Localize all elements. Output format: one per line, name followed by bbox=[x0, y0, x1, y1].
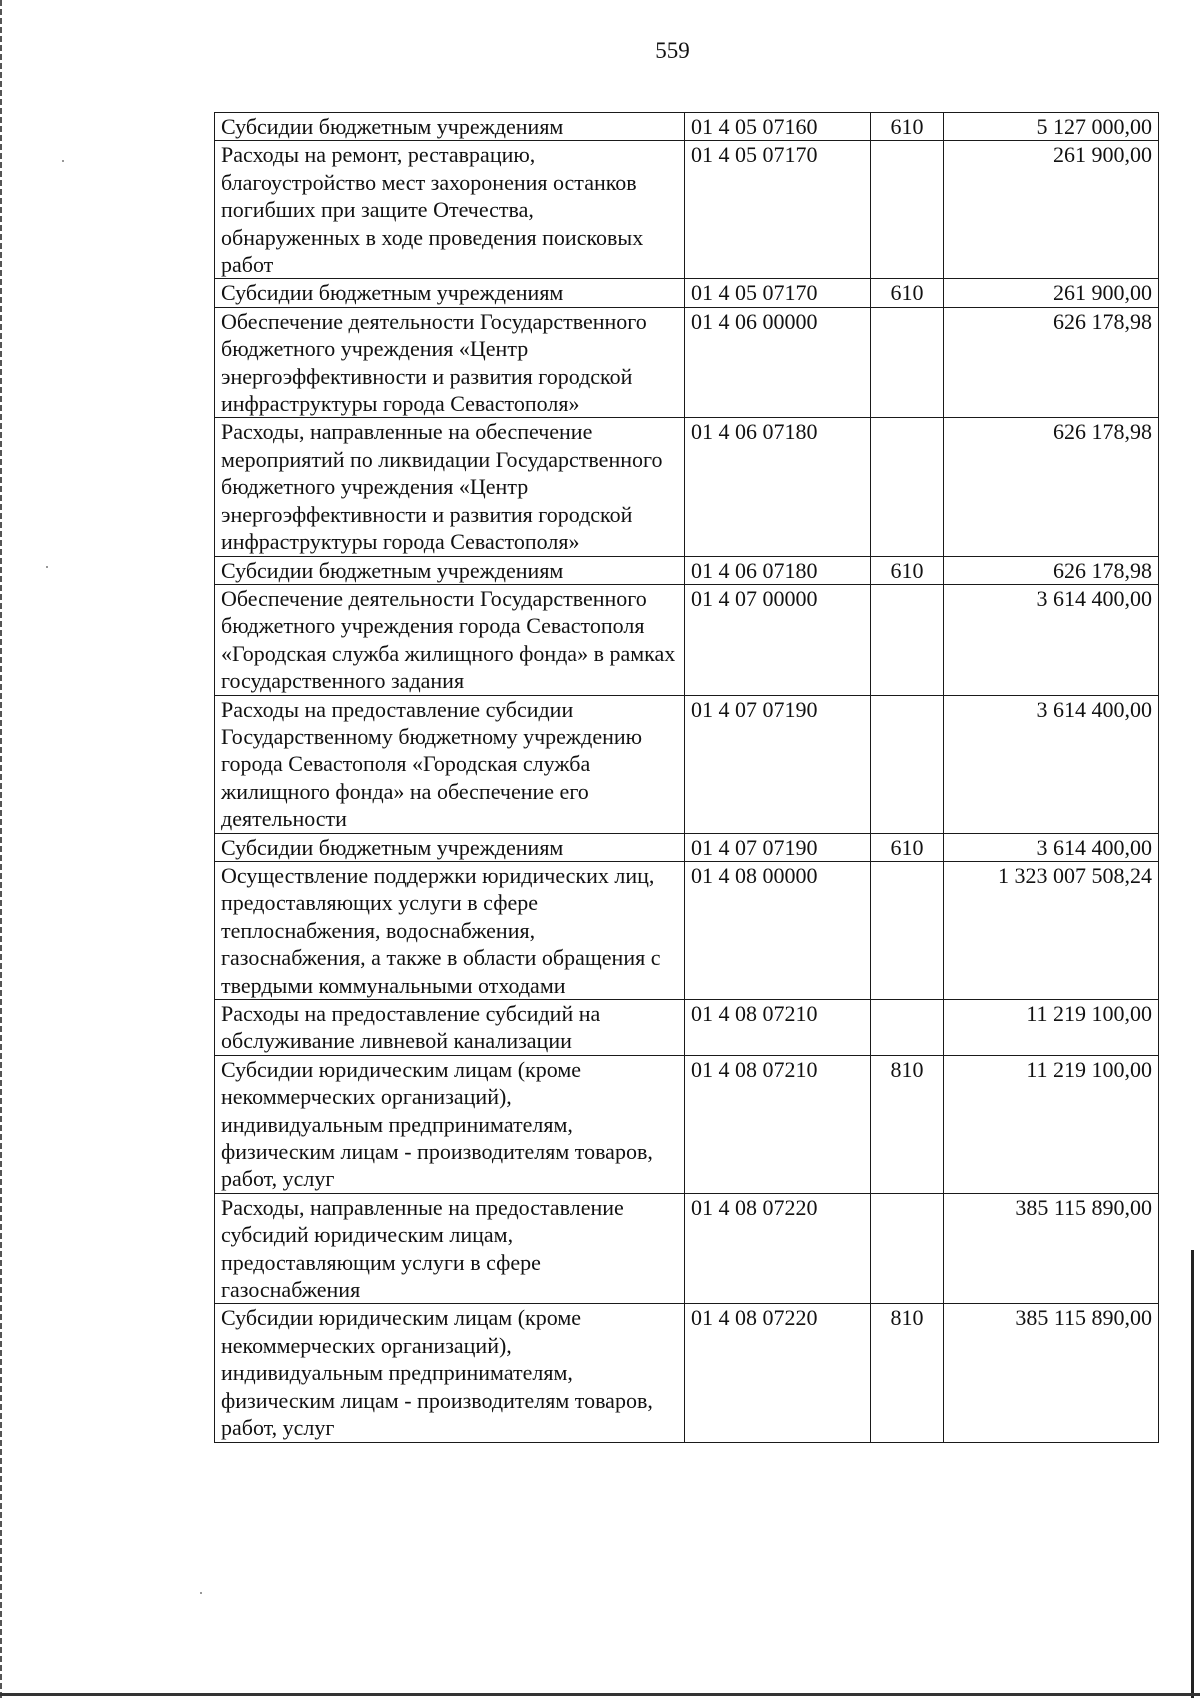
expense-type-code: 610 bbox=[871, 556, 944, 584]
scan-left-edge bbox=[0, 0, 2, 1698]
scan-bottom-edge bbox=[0, 1693, 1200, 1696]
expense-name: Субсидии бюджетным учреждениям bbox=[215, 556, 685, 584]
amount: 385 115 890,00 bbox=[944, 1304, 1159, 1442]
amount: 3 614 400,00 bbox=[944, 695, 1159, 833]
expense-name: Расходы, направленные на обеспечение мероприятий по ликвидации Государственного бюджетного учреждения «Центр энергоэффективности и развития городской инфраструктуры города Севастополя» bbox=[215, 418, 685, 556]
table-row bbox=[215, 584, 1159, 695]
amount: 626 178,98 bbox=[944, 418, 1159, 556]
expense-type-code: 810 bbox=[871, 1055, 944, 1193]
expense-type-code: 810 bbox=[871, 1304, 944, 1442]
target-code: 01 4 07 07190 bbox=[685, 833, 871, 861]
expense-type-code: 610 bbox=[871, 833, 944, 861]
expense-name: Осуществление поддержки юридических лиц, предоставляющих услуги в сфере теплоснабжения, водоснабжения, газоснабжения, а также в области обращения с твердыми коммунальными отходами bbox=[215, 861, 685, 999]
table-row bbox=[215, 1055, 1159, 1193]
expense-name: Субсидии бюджетным учреждениям bbox=[215, 833, 685, 861]
target-code: 01 4 06 07180 bbox=[685, 418, 871, 556]
amount: 1 323 007 508,24 bbox=[944, 861, 1159, 999]
expense-name: Расходы на предоставление субсидии Государственному бюджетному учреждению города Севастополя «Городская служба жилищного фонда» на обеспечение его деятельности bbox=[215, 695, 685, 833]
expense-name: Субсидии юридическим лицам (кроме некоммерческих организаций), индивидуальным предпринимателям, физическим лицам - производителям товаров, работ, услуг bbox=[215, 1304, 685, 1442]
target-code: 01 4 05 07170 bbox=[685, 141, 871, 279]
expense-type-code: 610 bbox=[871, 113, 944, 141]
expense-name: Субсидии бюджетным учреждениям bbox=[215, 113, 685, 141]
expense-name: Субсидии юридическим лицам (кроме некоммерческих организаций), индивидуальным предпринимателям, физическим лицам - производителям товаров, работ, услуг bbox=[215, 1055, 685, 1193]
target-code: 01 4 08 00000 bbox=[685, 861, 871, 999]
table-row bbox=[215, 307, 1159, 418]
amount: 5 127 000,00 bbox=[944, 113, 1159, 141]
expense-type-code: 610 bbox=[871, 279, 944, 307]
target-code: 01 4 05 07160 bbox=[685, 113, 871, 141]
scan-speck bbox=[200, 1592, 202, 1594]
scan-speck bbox=[46, 566, 48, 568]
expense-type-code bbox=[871, 584, 944, 695]
table-row bbox=[215, 279, 1159, 307]
expense-name: Расходы на предоставление субсидий на обслуживание ливневой канализации bbox=[215, 1000, 685, 1056]
target-code: 01 4 08 07210 bbox=[685, 1055, 871, 1193]
table-row bbox=[215, 141, 1159, 279]
scan-speck bbox=[62, 160, 64, 162]
expense-type-code bbox=[871, 1193, 944, 1304]
target-code: 01 4 08 07220 bbox=[685, 1193, 871, 1304]
expense-type-code bbox=[871, 418, 944, 556]
target-code: 01 4 06 07180 bbox=[685, 556, 871, 584]
page-number: 559 bbox=[655, 38, 690, 63]
scan-right-edge bbox=[1191, 1250, 1194, 1698]
table-row bbox=[215, 418, 1159, 556]
amount: 385 115 890,00 bbox=[944, 1193, 1159, 1304]
expense-name: Расходы, направленные на предоставление субсидий юридическим лицам, предоставляющим услуги в сфере газоснабжения bbox=[215, 1193, 685, 1304]
amount: 3 614 400,00 bbox=[944, 833, 1159, 861]
table-row bbox=[215, 1000, 1159, 1056]
amount: 261 900,00 bbox=[944, 279, 1159, 307]
target-code: 01 4 07 00000 bbox=[685, 584, 871, 695]
budget-table bbox=[214, 112, 1159, 1443]
amount: 626 178,98 bbox=[944, 307, 1159, 418]
table-row bbox=[215, 695, 1159, 833]
expense-type-code bbox=[871, 1000, 944, 1056]
table-row bbox=[215, 556, 1159, 584]
expense-type-code bbox=[871, 695, 944, 833]
amount: 11 219 100,00 bbox=[944, 1055, 1159, 1193]
amount: 3 614 400,00 bbox=[944, 584, 1159, 695]
expense-name: Субсидии бюджетным учреждениям bbox=[215, 279, 685, 307]
amount: 11 219 100,00 bbox=[944, 1000, 1159, 1056]
table-row bbox=[215, 1193, 1159, 1304]
amount: 626 178,98 bbox=[944, 556, 1159, 584]
expense-type-code bbox=[871, 861, 944, 999]
expense-name: Обеспечение деятельности Государственного бюджетного учреждения города Севастополя «Городская служба жилищного фонда» в рамках государственного задания bbox=[215, 584, 685, 695]
amount: 261 900,00 bbox=[944, 141, 1159, 279]
expense-type-code bbox=[871, 307, 944, 418]
expense-type-code bbox=[871, 141, 944, 279]
expense-name: Обеспечение деятельности Государственного бюджетного учреждения «Центр энергоэффективности и развития городской инфраструктуры города Севастополя» bbox=[215, 307, 685, 418]
target-code: 01 4 05 07170 bbox=[685, 279, 871, 307]
expense-name: Расходы на ремонт, реставрацию, благоустройство мест захоронения останков погибших при защите Отечества, обнаруженных в ходе проведения поисковых работ bbox=[215, 141, 685, 279]
target-code: 01 4 06 00000 bbox=[685, 307, 871, 418]
target-code: 01 4 07 07190 bbox=[685, 695, 871, 833]
table-row bbox=[215, 113, 1159, 141]
target-code: 01 4 08 07220 bbox=[685, 1304, 871, 1442]
table-row bbox=[215, 861, 1159, 999]
target-code: 01 4 08 07210 bbox=[685, 1000, 871, 1056]
table-row bbox=[215, 833, 1159, 861]
table-row bbox=[215, 1304, 1159, 1442]
